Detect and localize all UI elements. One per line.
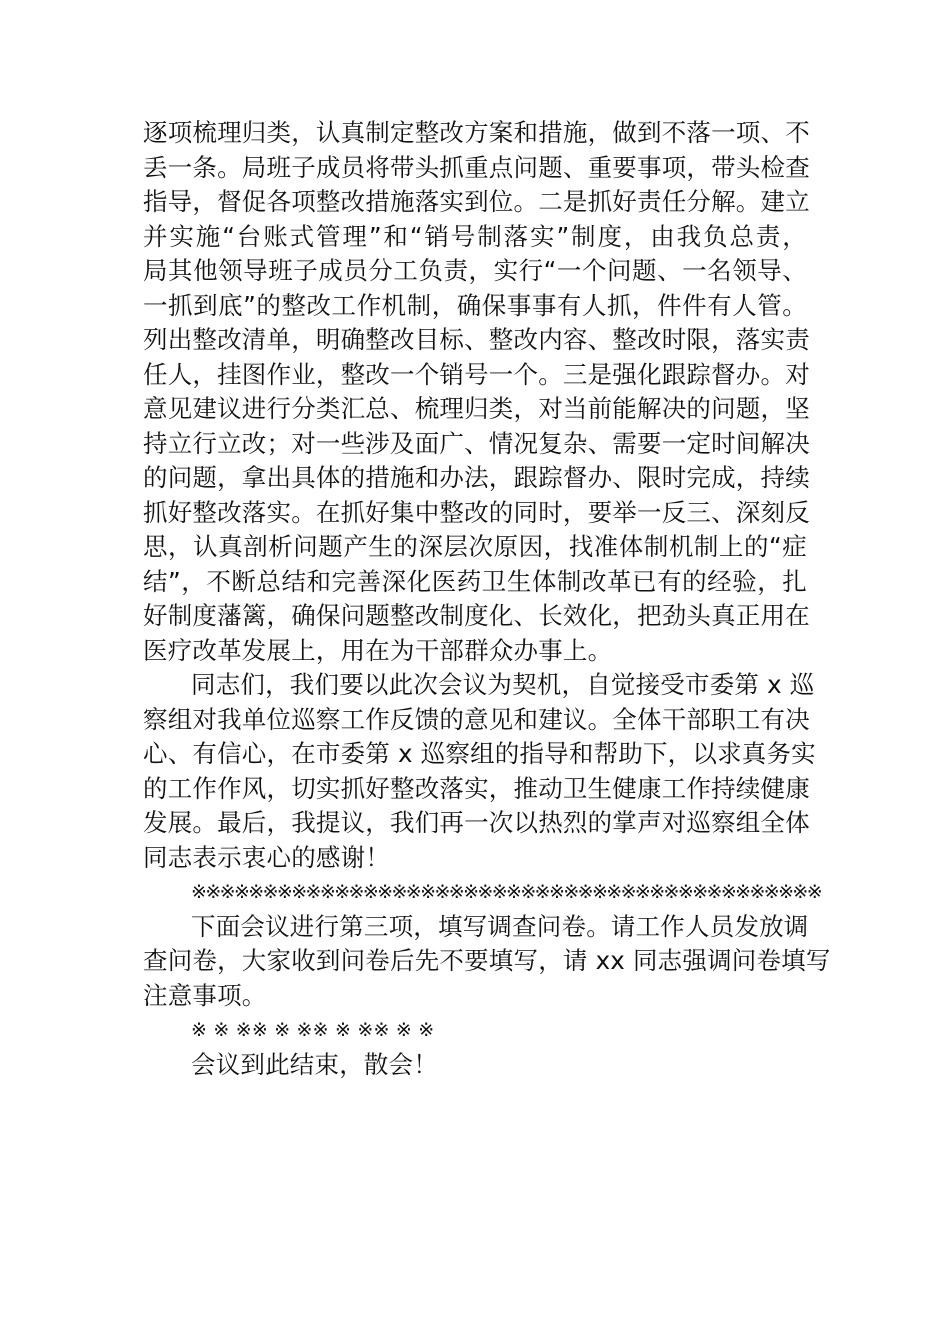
text-line: 局其他领导班子成员分工负责，实行“一个问题、一名领导、 <box>143 256 807 285</box>
text-line: 查问卷，大家收到问卷后先不要填写，请 xx 同志强调问卷填写 <box>143 946 831 975</box>
text-line: 丢一条。局班子成员将带头抓重点问题、重要事项，带头检查 <box>143 152 810 182</box>
text-line: 列出整改清单，明确整改目标、整改内容、整改时限，落实责 <box>143 325 810 354</box>
text-line: 结”，不断总结和完善深化医药卫生体制改革已有的经验，扎 <box>143 566 807 596</box>
text-line: 好制度藩篱，确保问题整改制度化、长效化，把劲头真正用在 <box>143 601 810 630</box>
text-line: 注意事项。 <box>143 980 267 1010</box>
text-line: 任人，挂图作业，整改一个销号一个。三是强化跟踪督办。对 <box>143 359 810 389</box>
text-line: 医疗改革发展上，用在为干部群众办事上。 <box>143 635 613 665</box>
paragraph-questionnaire <box>143 910 831 1014</box>
closing-remark: 会议到此结束，散会！ <box>191 1049 438 1079</box>
text-line: 同志们，我们要以此次会议为契机，自觉接受市委第 x 巡 <box>191 670 815 699</box>
text-line: 指导，督促各项整改措施落实到位。二是抓好责任分解。建立 <box>143 187 810 216</box>
text-line: 思，认真剖析问题产生的深层次原因，找准体制机制上的“症 <box>143 532 807 561</box>
paragraph-rectification-measures <box>143 116 810 668</box>
text-line: 下面会议进行第三项，填写调查问卷。请工作人员发放调 <box>191 911 809 941</box>
text-line: 并实施“台账式管理”和“销号制落实”制度，由我负总责， <box>143 221 807 251</box>
text-line: 察组对我单位巡察工作反馈的意见和建议。全体干部职工有决 <box>143 704 810 734</box>
text-line: 的问题，拿出具体的措施和办法，跟踪督办、限时完成，持续 <box>143 463 810 492</box>
text-line: 同志表示衷心的感谢！ <box>143 842 390 872</box>
separator-line: ※※※※※※※※※※※※※※※※※※※※※※※※※※※※※※※※※※※※※※※※※※※※ <box>191 881 822 903</box>
text-line: 意见建议进行分类汇总、梳理归类，对当前能解决的问题，坚 <box>143 394 810 423</box>
text-line: 的工作作风，切实抓好整改落实，推动卫生健康工作持续健康 <box>143 773 810 803</box>
text-line: 发展。最后，我提议，我们再一次以热烈的掌声对巡察组全体 <box>143 808 810 837</box>
text-line: 逐项梳理归类，认真制定整改方案和措施，做到不落一项、不 <box>143 118 810 147</box>
document-body <box>143 116 831 1082</box>
text-line: 持立行立改；对一些涉及面广、情况复杂、需要一定时间解决 <box>143 428 810 458</box>
text-line: 一抓到底”的整改工作机制，确保事事有人抓，件件有人管。 <box>143 290 807 320</box>
text-line: 心、有信心，在市委第 x 巡察组的指导和帮助下，以求真务实 <box>143 739 816 768</box>
paragraph-comrades-address <box>143 668 816 875</box>
text-line: 抓好整改落实。在抓好集中整改的同时，要举一反三、深刻反 <box>143 497 810 527</box>
separator-line: ※ ※ ※※ ※ ※※ ※ ※※ ※ ※ <box>191 1019 435 1041</box>
